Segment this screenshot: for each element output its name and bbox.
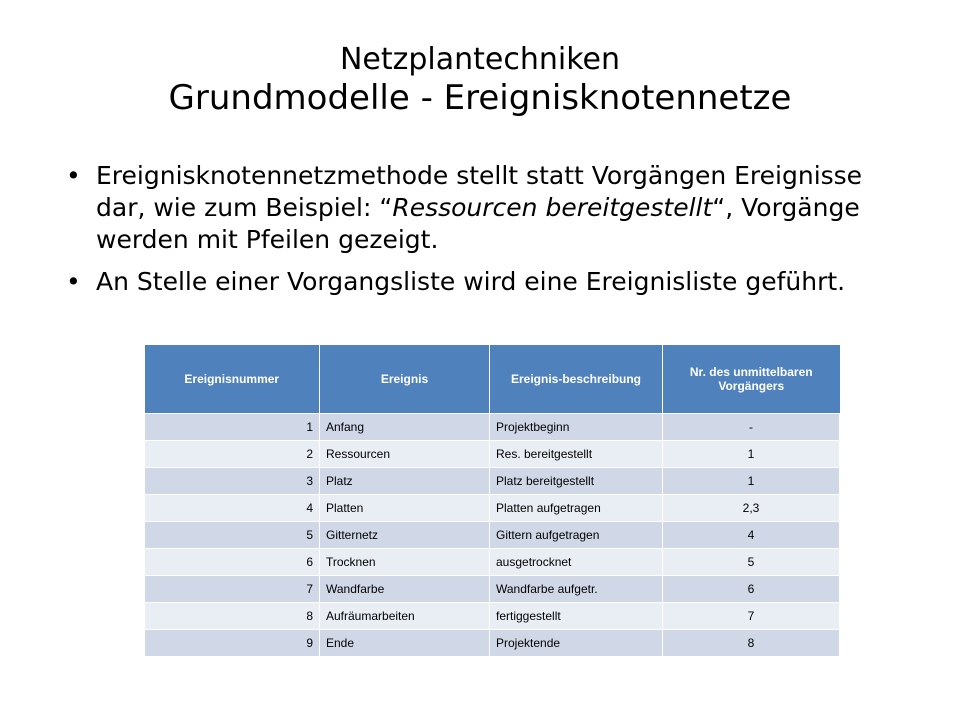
slide-title [0,42,960,119]
header-ereignisnummer: Ereignisnummer [145,345,320,414]
cell-number: 3 [145,468,320,495]
cell-event: Gitternetz [320,522,490,549]
bullet-list [66,160,906,308]
header-beschreibung: Ereignis-beschreibung [490,345,663,414]
table-row [145,522,840,549]
cell-number: 8 [145,603,320,630]
cell-event: Trocknen [320,549,490,576]
cell-description: Res. bereitgestellt [490,441,663,468]
cell-description: Projektbeginn [490,414,663,441]
cell-description: ausgetrocknet [490,549,663,576]
cell-predecessor: 8 [663,630,840,657]
cell-predecessor: 4 [663,522,840,549]
cell-number: 1 [145,414,320,441]
cell-number: 9 [145,630,320,657]
cell-predecessor: - [663,414,840,441]
table-row [145,414,840,441]
table-row [145,549,840,576]
cell-number: 6 [145,549,320,576]
title-line-1: Netzplantechniken [339,42,621,77]
cell-predecessor: 7 [663,603,840,630]
cell-number: 2 [145,441,320,468]
cell-number: 4 [145,495,320,522]
cell-event: Ende [320,630,490,657]
cell-event: Platten [320,495,490,522]
cell-predecessor: 1 [663,441,840,468]
cell-event: Wandfarbe [320,576,490,603]
cell-description: Platz bereitgestellt [490,468,663,495]
cell-event: Anfang [320,414,490,441]
event-list-table [144,345,840,657]
cell-predecessor: 1 [663,468,840,495]
cell-predecessor: 5 [663,549,840,576]
table-row [145,603,840,630]
cell-number: 7 [145,576,320,603]
cell-event: Platz [320,468,490,495]
cell-description: Platten aufgetragen [490,495,663,522]
cell-predecessor: 2,3 [663,495,840,522]
cell-description: Wandfarbe aufgetr. [490,576,663,603]
header-ereignis: Ereignis [320,345,490,414]
bullet-item-2: • An Stelle einer Vorgangsliste wird eine Ereignisliste geführt. [66,266,906,298]
cell-predecessor: 6 [663,576,840,603]
bullet-item-1 [66,160,906,256]
table-row [145,630,840,657]
cell-number: 5 [145,522,320,549]
cell-event: Aufräumarbeiten [320,603,490,630]
table-row [145,468,840,495]
bullet-1-text-b: “, Vorgänge werden mit Pfeilen gezeigt. [96,193,860,254]
table-row [145,576,840,603]
cell-description: Projektende [490,630,663,657]
bullet-1-italic: Ressourcen bereitgestellt [392,193,713,222]
title-line-2: Grundmodelle - Ereignisknotennetze [168,78,792,118]
table-row [145,495,840,522]
cell-description: fertiggestellt [490,603,663,630]
cell-event: Ressourcen [320,441,490,468]
table-header-row [145,345,840,414]
table-row [145,441,840,468]
cell-description: Gittern aufgetragen [490,522,663,549]
bullet-1-text-a: Ereignisknotennetzmethode stellt statt Vorgängen Ereignisse dar, wie zum Beispiel: “ [96,161,863,222]
header-vorgaenger: Nr. des unmittelbaren Vorgängers [663,345,840,414]
